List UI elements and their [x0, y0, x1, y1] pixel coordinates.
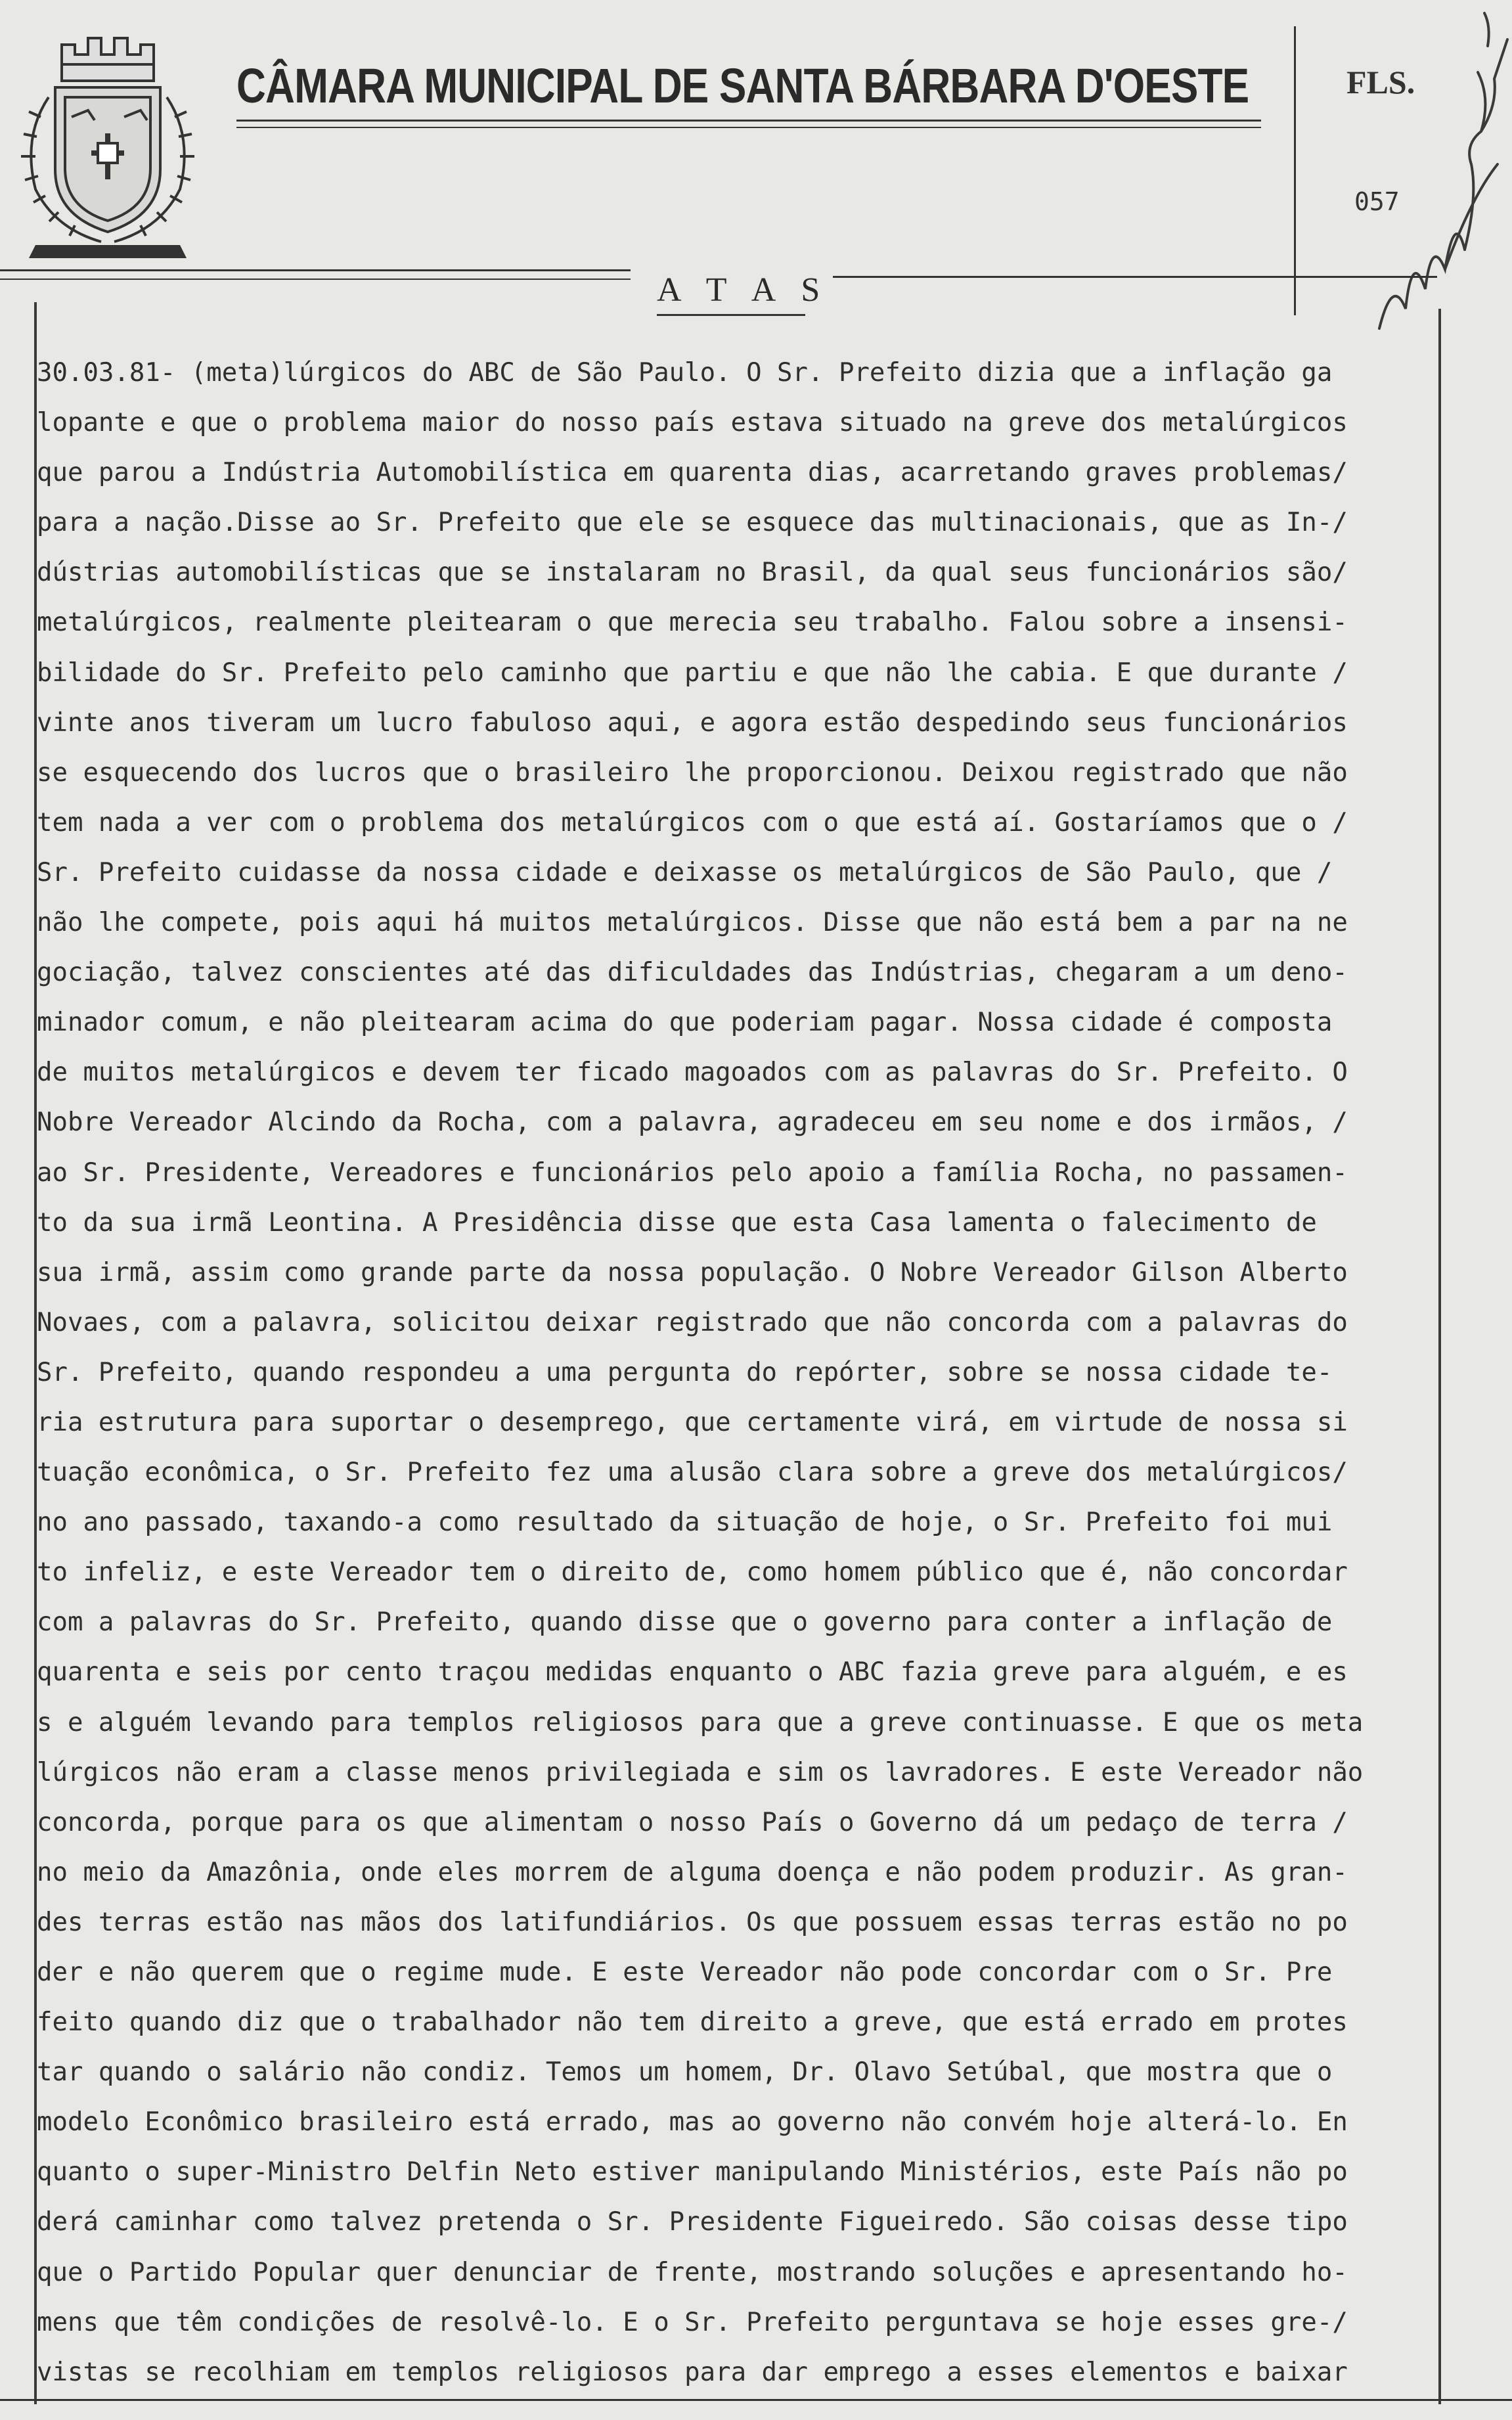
text-line: mens que têm condições de resolvê-lo. E o Sr. Prefeito perguntava se hoje esses gre-/ [37, 2307, 1348, 2337]
text-line: modelo Econômico brasileiro está errado, mas ao governo não convém hoje alterá-lo. En [37, 2107, 1348, 2138]
text-line: concorda, porque para os que alimentam o nosso País o Governo dá um pedaço de terra / [37, 1807, 1348, 1837]
text-line: não lhe compete, pois aqui há muitos metalúrgicos. Disse que não está bem a par na ne [37, 908, 1348, 938]
handwritten-signature [1366, 0, 1512, 342]
text-line: no meio da Amazônia, onde eles morrem de alguma doença e não podem produzir. As gran- [37, 1857, 1348, 1887]
text-line: tar quando o salário não condiz. Temos um homem, Dr. Olavo Setúbal, que mostra que o [37, 2057, 1333, 2088]
text-line: tem nada a ver com o problema dos metalúrgicos com o que está aí. Gostaríamos que o / [37, 807, 1348, 838]
text-line: feito quando diz que o trabalhador não tem direito a greve, que está errado em protes [37, 2007, 1348, 2038]
text-line: minador comum, e não pleitearam acima do que poderiam pagar. Nossa cidade é composta [37, 1008, 1333, 1038]
text-line: vistas se recolhiam em templos religiosos para dar emprego a esses elementos e baixar [37, 2357, 1348, 2387]
text-line: Nobre Vereador Alcindo da Rocha, com a palavra, agradeceu em seu nome e dos irmãos, / [37, 1108, 1348, 1138]
text-line: ao Sr. Presidente, Vereadores e funcionários pelo apoio a família Rocha, no passamen- [37, 1157, 1348, 1188]
text-line: tuação econômica, o Sr. Prefeito fez uma alusão clara sobre a greve dos metalúrgicos/ [37, 1458, 1348, 1488]
coat-of-arms-icon [9, 18, 206, 261]
text-line: de muitos metalúrgicos e devem ter ficado magoados com as palavras do Sr. Prefeito. O [37, 1058, 1348, 1088]
text-line: se esquecendo dos lucros que o brasileiro lhe proporcionou. Deixou registrado que não [37, 757, 1348, 788]
text-line: gociação, talvez conscientes até das dificuldades das Indústrias, chegaram a um deno- [37, 958, 1348, 988]
text-line: quarenta e seis por cento traçou medidas enquanto o ABC fazia greve para alguém, e es [37, 1657, 1348, 1688]
header-divider [1294, 26, 1296, 315]
text-line: derá caminhar como talvez pretenda o Sr. Presidente Figueiredo. São coisas desse tipo [37, 2207, 1348, 2237]
text-line: dústrias automobilísticas que se instalaram no Brasil, da qual seus funcionários são/ [37, 558, 1348, 588]
text-line: que parou a Indústria Automobilística em quarenta dias, acarretando graves problemas/ [37, 458, 1348, 488]
text-line: para a nação.Disse ao Sr. Prefeito que ele se esquece das multinacionais, que as In-/ [37, 508, 1348, 538]
folio-number: 057 [1354, 187, 1400, 216]
section-title: A T A S [657, 271, 830, 309]
text-line: Sr. Prefeito, quando respondeu a uma pergunta do repórter, sobre se nossa cidade te- [37, 1357, 1333, 1387]
frame-line [833, 276, 1437, 278]
text-line: metalúrgicos, realmente pleitearam o que merecia seu trabalho. Falou sobre a insensi- [37, 608, 1348, 638]
text-line: lúrgicos não eram a classe menos privilegiada e sim os lavradores. E este Vereador não [37, 1757, 1364, 1787]
frame-line [0, 279, 631, 280]
text-line: to infeliz, e este Vereador tem o direito de, como homem público que é, não concordar [37, 1557, 1348, 1588]
minutes-text [37, 348, 1438, 2398]
text-line: lopante e que o problema maior do nosso país estava situado na greve dos metalúrgicos [37, 408, 1348, 438]
title-rule [236, 127, 1261, 128]
text-line: vinte anos tiveram um lucro fabuloso aqui, e agora estão despedindo seus funcionários [37, 707, 1348, 738]
frame-line [0, 269, 631, 271]
section-title-underline [657, 314, 805, 316]
text-line: ria estrutura para suportar o desemprego, que certamente virá, em virtude de nossa si [37, 1407, 1348, 1437]
text-line: des terras estão nas mãos dos latifundiários. Os que possuem essas terras estão no po [37, 1907, 1348, 1937]
folio-label: FLS. [1346, 64, 1415, 101]
text-line: bilidade do Sr. Prefeito pelo caminho que partiu e que não lhe cabia. E que durante / [37, 658, 1348, 688]
text-line: quanto o super-Ministro Delfin Neto estiver manipulando Ministérios, este País não po [37, 2157, 1348, 2187]
text-line: to da sua irmã Leontina. A Presidência disse que esta Casa lamenta o falecimento de [37, 1207, 1317, 1238]
title-rule [236, 120, 1261, 122]
frame-line [0, 2399, 1512, 2401]
text-line: Sr. Prefeito cuidasse da nossa cidade e deixasse os metalúrgicos de São Paulo, que / [37, 857, 1333, 887]
text-line: com a palavras do Sr. Prefeito, quando disse que o governo para conter a inflação de [37, 1607, 1333, 1638]
text-line: no ano passado, taxando-a como resultado da situação de hoje, o Sr. Prefeito foi mui [37, 1508, 1333, 1538]
text-line: 30.03.81- (meta)lúrgicos do ABC de São Paulo. O Sr. Prefeito dizia que a inflação ga [37, 358, 1333, 388]
text-line: s e alguém levando para templos religiosos para que a greve continuasse. E que os meta [37, 1707, 1364, 1737]
page-title: CÂMARA MUNICIPAL DE SANTA BÁRBARA D'OESTE [236, 58, 1249, 113]
text-line: que o Partido Popular quer denunciar de frente, mostrando soluções e apresentando ho- [37, 2257, 1348, 2287]
text-line: Novaes, com a palavra, solicitou deixar registrado que não concorda com a palavras do [37, 1307, 1348, 1337]
text-line: sua irmã, assim como grande parte da nossa população. O Nobre Vereador Gilson Alberto [37, 1257, 1348, 1288]
margin-line-right [1438, 309, 1441, 2404]
text-line: der e não querem que o regime mude. E este Vereador não pode concordar com o Sr. Pre [37, 1958, 1333, 1987]
